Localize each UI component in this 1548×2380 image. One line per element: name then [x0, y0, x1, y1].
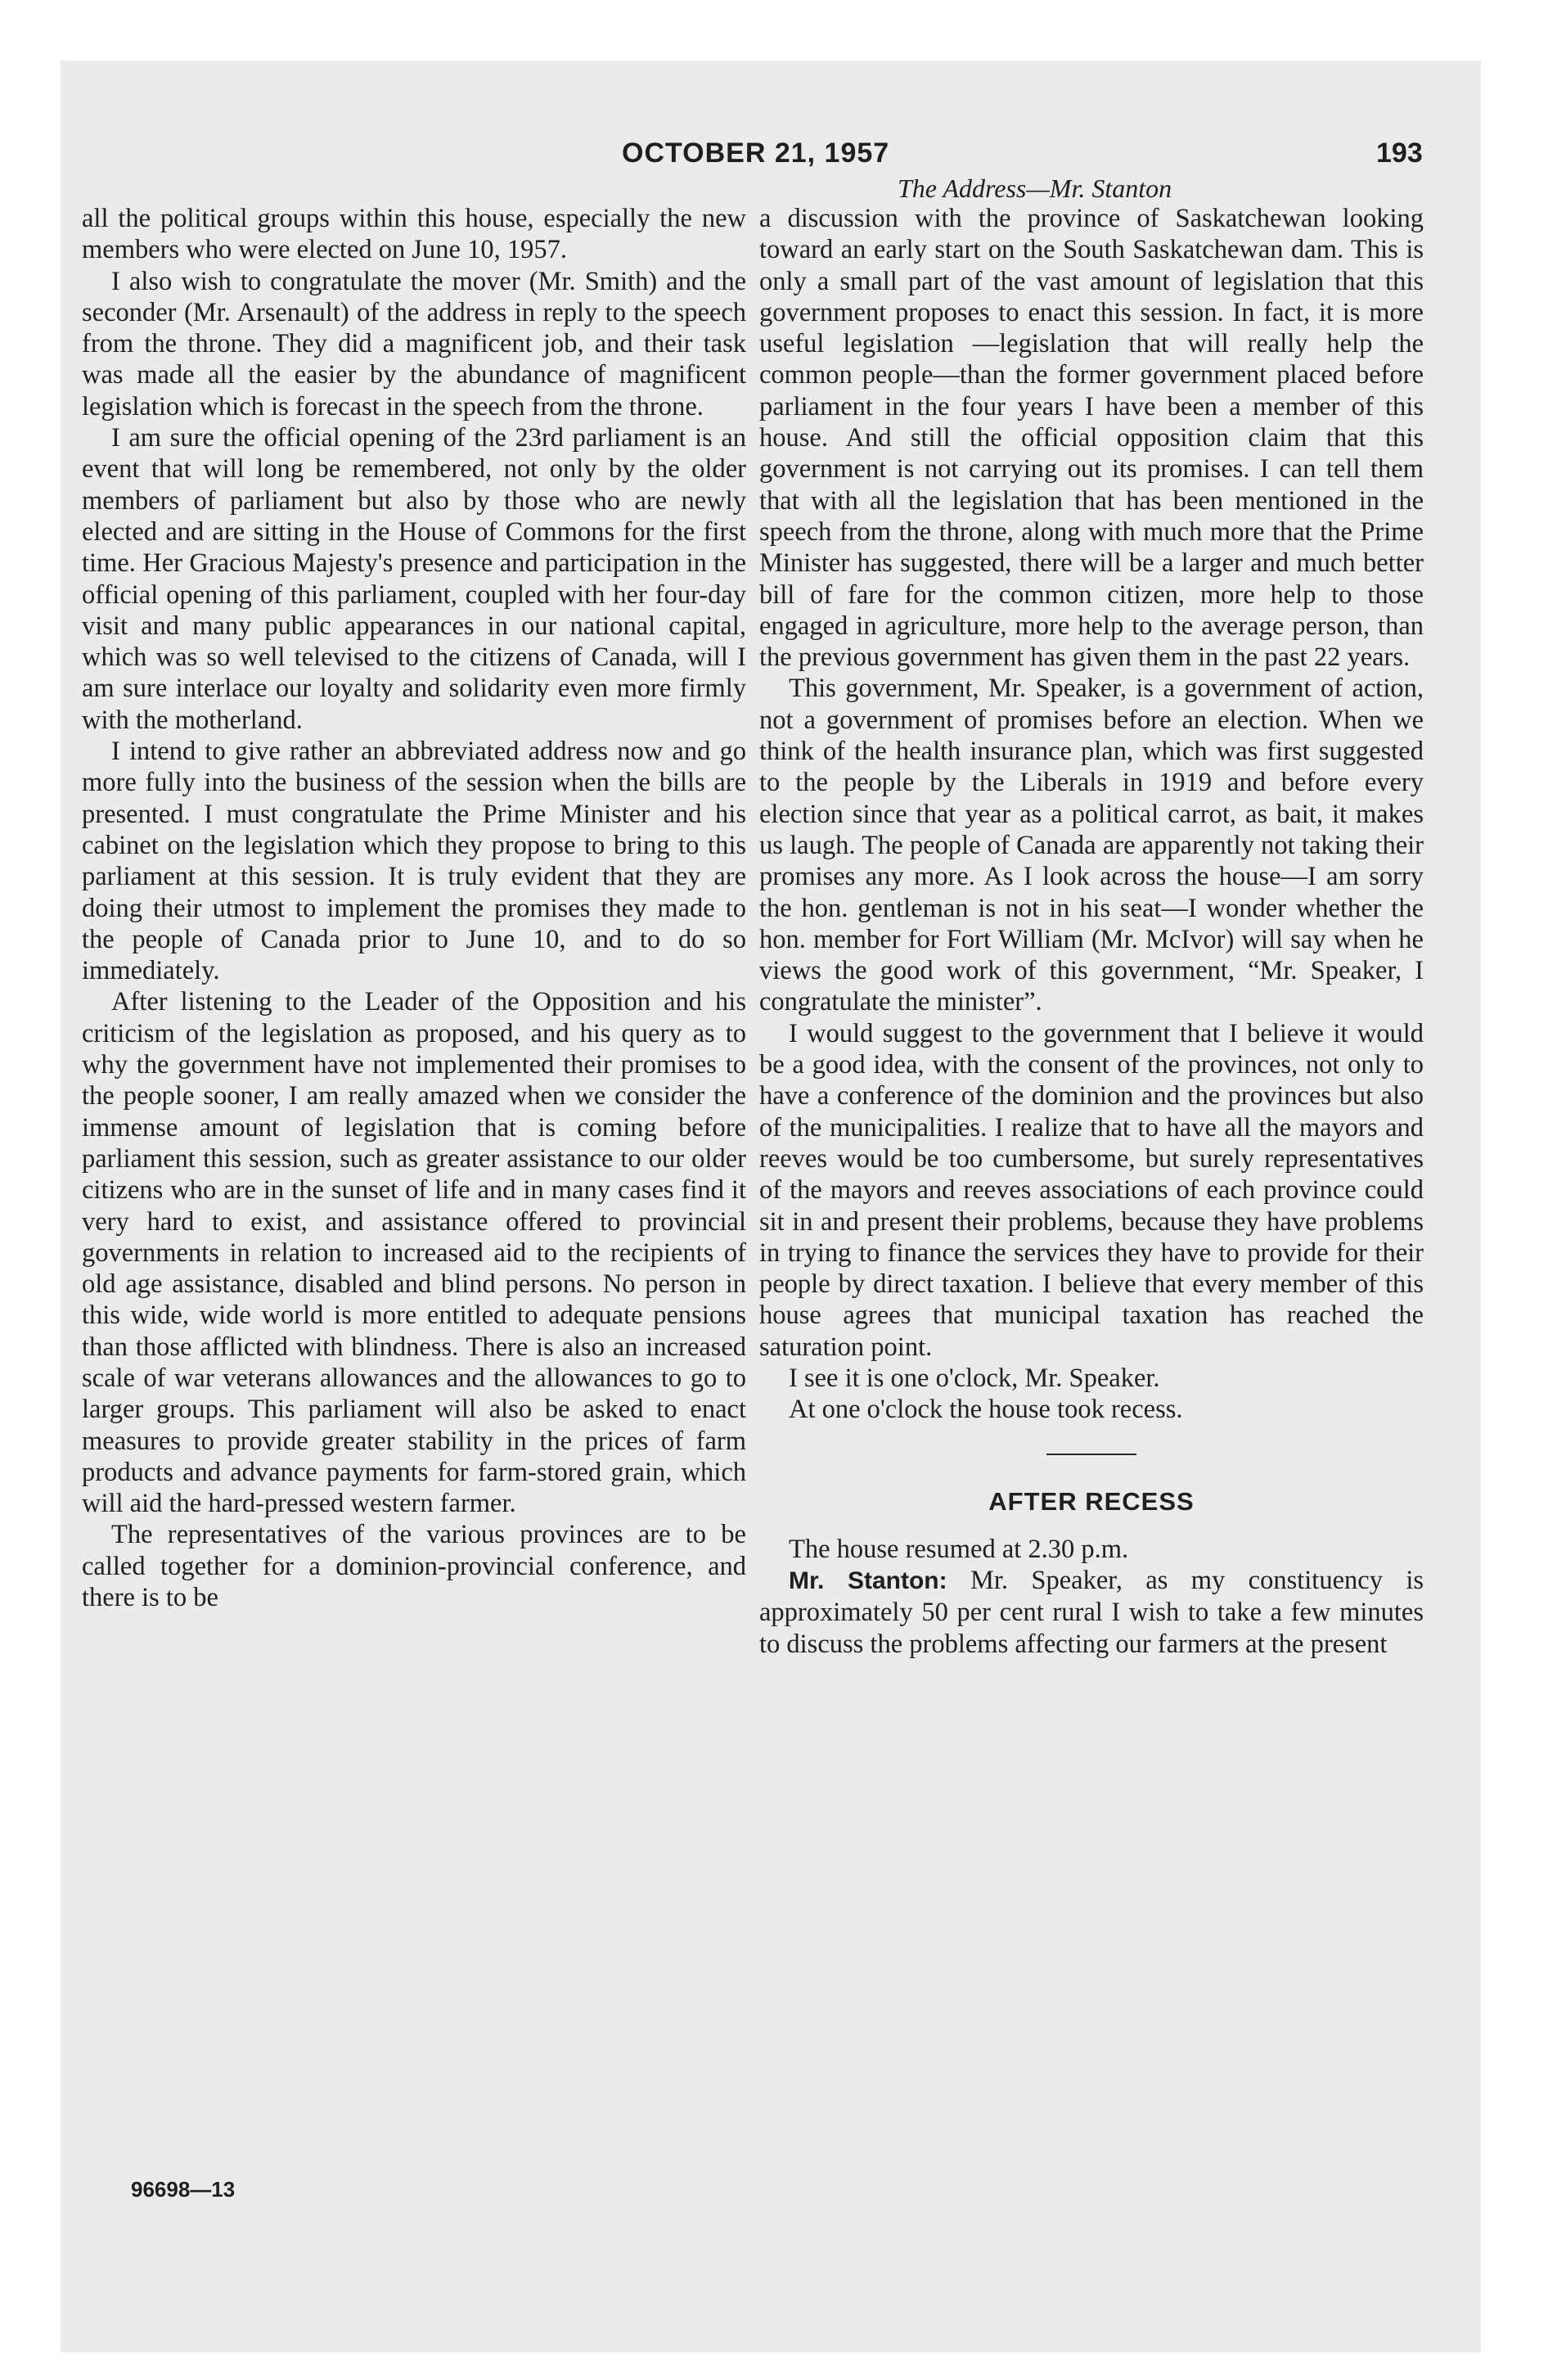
- right-column: [759, 203, 1424, 1660]
- paragraph: The house resumed at 2.30 p.m.: [789, 1534, 1129, 1564]
- footer-code: 96698—13: [131, 2177, 236, 2202]
- section-divider: [1046, 1454, 1136, 1455]
- page-number: 193: [1376, 137, 1423, 169]
- paragraph: I see it is one o'clock, Mr. Speaker.: [789, 1363, 1160, 1393]
- speech-paragraph: [759, 1565, 1424, 1660]
- paragraph: I would suggest to the government that I believe it would be a good idea, with the consent of the provinces, not only to have a conference of the dominion and the provinces but also of the municipalities. I realize that to have all the mayors and reeves would be too cumbersome, but surely representatives of the mayors and reeves associations of each province could sit in and present their problems, because they have problems in trying to finance the services they have to provide for their people by direct taxation. I believe that every member of this house agrees that municipal taxation has reached the saturation point.: [759, 1018, 1424, 1362]
- running-head: The Address—Mr. Stanton: [898, 174, 1172, 203]
- paragraph: At one o'clock the house took recess.: [789, 1395, 1183, 1425]
- paragraph: I intend to give rather an abbreviated address now and go more fully into the business of the session when the bills are presented. I must congratulate the Prime Minister and his cabinet on the legislation which they propose to bring to this parliament at this session. It is truly evident that they are doing their utmost to implement the promises they made to the people of Canada prior to June 10, and to do so immediately.: [82, 737, 746, 986]
- speech-text: Mr. Speaker, as my constituency is approximately 50 per cent rural I wish to take a few minutes to discuss the problems affecting our farmers at the present: [759, 1566, 1424, 1659]
- paragraph: a discussion with the province of Saskatchewan looking toward an early start on the South Saskatchewan dam. This is only a small part of the vast amount of legislation that this government proposes to enact this session. In fact, it is more useful legislation —legislation that will really help the common people—than the former government placed before parliament in the four years I have been a member of this house. And still the official opposition claim that this government is not carrying out its promises. I can tell them that with all the legislation that has been mentioned in the speech from the throne, along with much more that the Prime Minister has suggested, there will be a larger and much better bill of fare for the common citizen, more help to those engaged in agriculture, more help to the average person, than the previous government has given them in the past 22 years.: [759, 204, 1424, 673]
- paragraph: I also wish to congratulate the mover (Mr. Smith) and the seconder (Mr. Arsenault) of the address in reply to the speech from the throne. They did a magnificent job, and their task was made all the easier by the abundance of magnificent legislation which is forecast in the speech from the throne.: [82, 266, 746, 421]
- left-column: [82, 203, 746, 1613]
- paragraph: After listening to the Leader of the Opposition and his criticism of the legislation as proposed, and his query as to why the government have not implemented their promises to the people sooner, I am really amazed when we consider the immense amount of legislation that is coming before parliament this session, such as greater assistance to our older citizens who are in the sunset of life and in many cases find it very hard to exist, and assistance offered to provincial governments in relation to increased aid to the recipients of old age assistance, disabled and blind persons. No person in this wide, wide world is more entitled to adequate pensions than those afflicted with blindness. There is also an increased scale of war veterans allowances and the allowances to go to larger groups. This parliament will also be asked to enact measures to provide greater stability in the prices of farm products and advance payments for farm-stored grain, which will aid the hard-pressed western farmer.: [82, 987, 746, 1519]
- paragraph: The representatives of the various provinces are to be called together for a dominion-provincial conference, and there is to be: [82, 1520, 746, 1613]
- section-heading: AFTER RECESS: [988, 1486, 1195, 1516]
- paragraph: all the political groups within this house, especially the new members who were elected on June 10, 1957.: [82, 204, 746, 265]
- speaker-name: Mr. Stanton:: [789, 1567, 947, 1595]
- paragraph: This government, Mr. Speaker, is a government of action, not a government of promises before an election. When we think of the health insurance plan, which was first suggested to the people by the Liberals in 1919 and before every election since that year as a political carrot, as bait, it makes us laugh. The people of Canada are apparently not taking their promises any more. As I look across the house—I am sorry the hon. gentleman is not in his seat—I wonder whether the hon. member for Fort William (Mr. McIvor) will say when he views the good work of this government, “Mr. Speaker, I congratulate the minister”.: [759, 674, 1424, 1017]
- header-date: OCTOBER 21, 1957: [622, 137, 890, 169]
- paragraph: I am sure the official opening of the 23rd parliament is an event that will long be remembered, not only by the older members of parliament but also by those who are newly elected and are sitting in the House of Commons for the first time. Her Gracious Majesty's presence and participation in the official opening of this parliament, coupled with her four-day visit and many public appearances in our national capital, which was so well televised to the citizens of Canada, will I am sure interlace our loyalty and solidarity even more firmly with the motherland.: [82, 423, 746, 735]
